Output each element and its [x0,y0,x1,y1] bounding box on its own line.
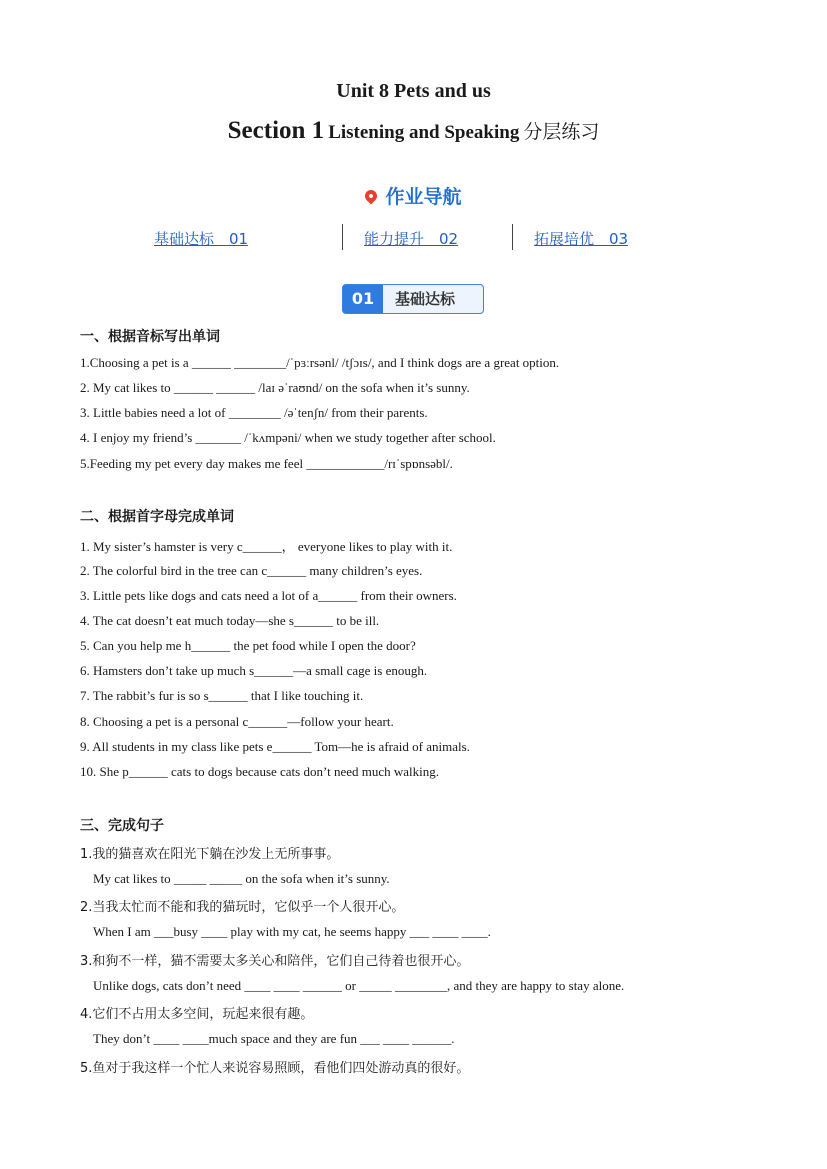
part1-item: 1.Choosing a pet is a ______ ________/ˈpɜːrsənl/ /tʃɔɪs/, and I think dogs are a great option. [80,355,560,370]
part2-item: 6. Hamsters don’t take up much s______—a small cage is enough. [80,663,428,678]
nav-link-basic[interactable]: 基础达标 01 [154,230,249,248]
badge-number: 01 [343,285,383,313]
part1-item: 5.Feeding my pet every day makes me feel ____________/rɪˈspɒnsəbl/. [80,456,453,471]
section-title [0,117,827,145]
part3-item-cn: 4.它们不占用太多空间，玩起来很有趣。 [80,1007,314,1022]
homework-nav-title [0,182,827,209]
part3-item-en: Unlike dogs, cats don’t need ____ ____ ______ or _____ ________, and they are happy to stay alone. [93,978,625,993]
part2-item: 7. The rabbit’s fur is so s______ that I like touching it. [80,688,364,703]
part2-item: 9. All students in my class like pets e______ Tom—he is afraid of animals. [80,739,470,754]
part1-item: 4. I enjoy my friend’s _______ /ˈkʌmpəni/ when we study together after school. [80,430,496,445]
part1-item: 2. My cat likes to ______ ______ /laɪ əˈraʊnd/ on the sofa when it’s sunny. [80,380,470,395]
part2-item: 2. The colorful bird in the tree can c______ many children’s eyes. [80,563,423,578]
part3-item-cn: 3.和狗不一样，猫不需要太多关心和陪伴，它们自己待着也很开心。 [80,954,470,969]
nav-link-improve[interactable]: 能力提升 02 [364,230,459,248]
unit-title: Unit 8 Pets and us [336,80,491,102]
part3-item-cn: 2.当我太忙而不能和我的猫玩时，它似乎一个人很开心。 [80,900,405,915]
nav-title-text: 作业导航 [385,186,462,208]
part3-item-en: My cat likes to _____ _____ on the sofa when it’s sunny. [93,871,390,886]
part1-heading: 一、根据音标写出单词 [80,329,220,345]
part3-item-en: They don’t ____ ____much space and they are fun ___ ____ ______. [93,1031,455,1046]
section-label: Section 1 [227,117,325,144]
part2-item: 3. Little pets like dogs and cats need a lot of a______ from their owners. [80,588,457,603]
nav-divider [512,224,513,250]
part3-heading: 三、完成句子 [80,818,164,834]
part3-item-cn: 1.我的猫喜欢在阳光下躺在沙发上无所事事。 [80,847,340,862]
part1-item: 3. Little babies need a lot of ________ /əˈtenʃn/ from their parents. [80,405,428,420]
badge-label: 基础达标 [395,290,456,308]
part2-heading: 二、根据首字母完成单词 [80,509,234,525]
part2-item: 8. Choosing a pet is a personal c______—follow your heart. [80,714,394,729]
nav-link-extend[interactable]: 拓展培优 03 [534,230,629,248]
location-pin-icon [363,188,380,205]
part3-item-en: When I am ___busy ____ play with my cat, he seems happy ___ ____ ____. [93,924,491,939]
part2-item: 1. My sister’s hamster is very c______， everyone likes to play with it. [80,539,453,554]
part2-item: 4. The cat doesn’t eat much today—she s______ to be ill. [80,613,380,628]
section-cn: 分层练习 [523,121,600,143]
section-badge [342,284,484,314]
part2-item: 5. Can you help me h______ the pet food while I open the door? [80,638,416,653]
nav-divider [342,224,343,250]
section-name: Listening and Speaking [328,122,520,143]
part2-item: 10. She p______ cats to dogs because cats don’t need much walking. [80,764,439,779]
part3-item-cn: 5.鱼对于我这样一个忙人来说容易照顾，看他们四处游动真的很好。 [80,1061,470,1076]
